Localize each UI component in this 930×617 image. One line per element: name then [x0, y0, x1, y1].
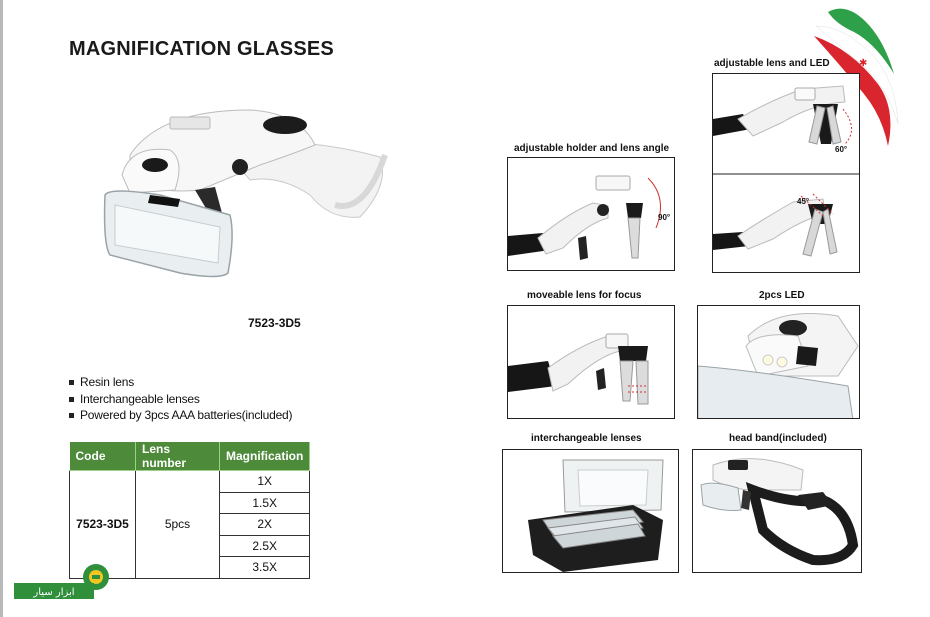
angle-90-label: 90°	[658, 213, 671, 222]
caption-headband: head band(included)	[729, 433, 827, 444]
cell-magnification: 3.5X	[220, 557, 310, 579]
photo-moveable-lens-image	[508, 306, 675, 419]
photo-moveable-lens-panel	[507, 305, 675, 419]
feature-item: Interchangeable lenses	[69, 391, 292, 408]
cell-code: 7523-3D5	[70, 471, 136, 579]
angle-45-label: 45°	[797, 197, 810, 206]
svg-text:✱: ✱	[859, 58, 868, 69]
photo-headband-panel	[692, 449, 862, 573]
logo-text: ابزار سیار	[33, 587, 75, 598]
table-header-row	[70, 442, 310, 471]
photo-interchangeable-panel	[502, 449, 679, 573]
cell-magnification: 1X	[220, 471, 310, 493]
feature-list	[69, 374, 292, 424]
photo-lens-led-image	[713, 74, 860, 273]
company-logo	[10, 563, 115, 603]
page-title: MAGNIFICATION GLASSES	[69, 38, 334, 60]
cell-lens-number: 5pcs	[136, 471, 220, 579]
spec-table	[69, 442, 310, 579]
photo-lens-case-image	[503, 450, 679, 573]
photo-headband-image	[693, 450, 862, 573]
angle-60-label: 60°	[835, 145, 848, 154]
cell-magnification: 1.5X	[220, 492, 310, 514]
left-divider-line	[0, 0, 3, 617]
photo-holder-angle-panel	[507, 157, 675, 271]
feature-item: Resin lens	[69, 374, 292, 391]
photo-led-image	[698, 306, 860, 419]
caption-lens-led: adjustable lens and LED	[714, 58, 830, 69]
caption-moveable-lens: moveable lens for focus	[527, 290, 642, 301]
photo-led-panel	[697, 305, 860, 419]
photo-holder-angle-image	[508, 158, 675, 271]
product-image-magnification-glasses	[100, 95, 400, 295]
column-header-magnification: Magnification	[220, 442, 310, 471]
caption-led: 2pcs LED	[759, 290, 805, 301]
product-model-label: 7523-3D5	[248, 316, 301, 330]
cell-magnification: 2.5X	[220, 535, 310, 557]
caption-holder-angle: adjustable holder and lens angle	[514, 143, 670, 154]
table-row	[70, 471, 310, 493]
feature-item: Powered by 3pcs AAA batteries(included)	[69, 407, 292, 424]
caption-interchangeable: interchangeable lenses	[531, 433, 642, 444]
cell-magnification: 2X	[220, 514, 310, 536]
column-header-code: Code	[70, 442, 136, 471]
column-header-lens-number: Lens number	[136, 442, 220, 471]
photo-lens-led-panel	[712, 73, 860, 273]
